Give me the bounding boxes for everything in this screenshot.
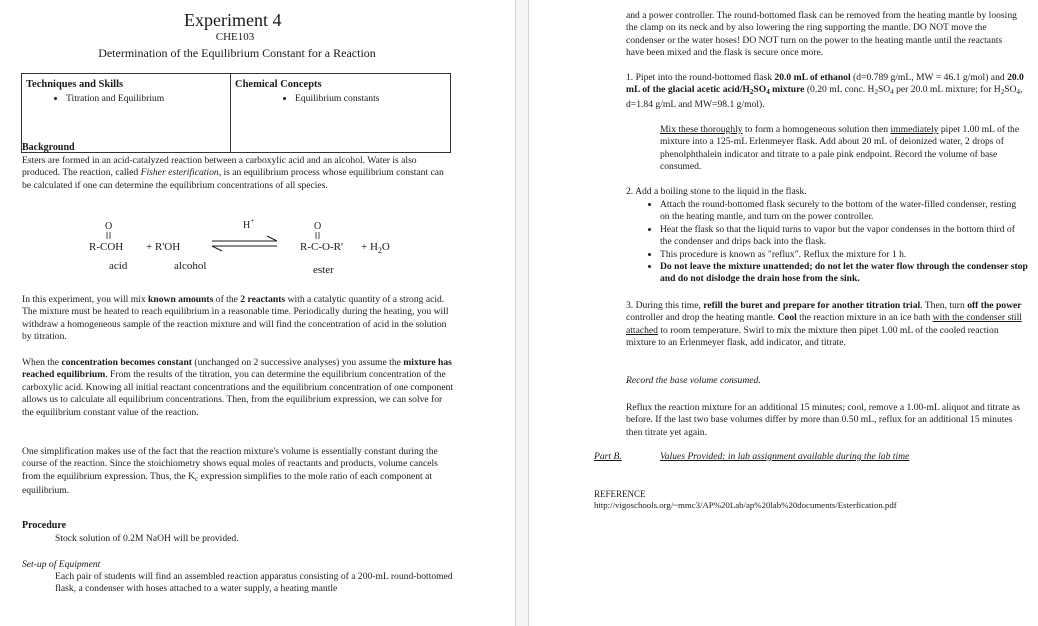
reflux-paragraph: Reflux the reaction mixture for an additional 15 minutes; cool, remove a 1.00-mL aliquot and titrate as before. If the last two base volumes differ by more than 0.50 mL, reflux for an additional 15 minutes then titrate yet again. xyxy=(626,402,1020,438)
page-gutter xyxy=(515,0,529,626)
acid-label: acid xyxy=(109,260,128,272)
apparatus-continuation: and a power controller. The round-bottomed flask can be removed from the heating mantle by loosing the clamp on its neck and by also lowering the ring supporting the mantle. DO NOT move the condenser or the water hoses! DO NOT turn on the power to the heating mantle until the reactants have been mixed and the flask is secure once more. xyxy=(626,10,1017,59)
document-page-left xyxy=(0,0,515,626)
background-heading: Background xyxy=(22,142,75,153)
step-1-paragraph: 1. Pipet into the round-bottomed flask 20.0 mL of ethanol (d=0.789 g/mL, MW = 46.1 g/mol) and 20.0 mL of the glacial acetic acid/$H_2SO_4$ mixture (0.20 mL conc. $H_2SO_4$ per 20.0 mL mixture; for $H_2SO_4$, d=1.84 g/mL and MW=98.1 g/mol). xyxy=(626,72,1024,110)
ester-formula: R-C-O-R' xyxy=(300,241,343,253)
alcohol-formula: + R'OH xyxy=(146,241,181,253)
step-3-paragraph: 3. During this time, refill the buret and prepare for another titration trial. Then, turn off the power controller and drop the heating mantle. Cool the reaction mixture in an ice bath with the condenser still attached to room temperature. Swirl to mix the mixture then pipet 1.00 mL of the cooled reaction mixture to an Erlenmeyer flask, add indicator, and titrate. xyxy=(626,300,1022,349)
step-2-bullet: • Heat the flask so that the liquid turns to vapor but the vapor condenses in the bottom third of the condenser and drips back into the flask. xyxy=(660,224,1028,249)
ester-label: ester xyxy=(313,264,334,276)
reference-link[interactable]: http://vigoschools.org/~mmc3/AP%20Lab/ap%20lab%20documents/Esterfication.pdf xyxy=(594,500,897,510)
chemical-concepts-cell xyxy=(231,74,450,152)
skills-concepts-table xyxy=(21,73,451,153)
step-2-bullet: • Attach the round-bottomed flask securely to the bottom of the water-filled condenser, resting on the heating mantle, and turn on the power controller. xyxy=(660,199,1028,224)
water-formula: + $H_2O$ xyxy=(361,241,390,255)
part-b-text: Values Provided: in lab assignment available during the lab time xyxy=(660,451,910,462)
experiment-title: Experiment 4 xyxy=(184,10,282,30)
record-base-volume: Record the base volume consumed. xyxy=(626,375,761,386)
course-code: CHE103 xyxy=(215,31,255,43)
acid-carbonyl-o: O xyxy=(105,221,113,232)
document-page-right xyxy=(529,0,1038,626)
setup-heading: Set-up of Equipment xyxy=(22,559,101,570)
step-2-warning-bullet: • Do not leave the mixture unattended; do not let the water flow through the condenser stop and do not dislodge the drain hose from the sink. xyxy=(660,261,1028,286)
esterification-equation xyxy=(84,214,414,284)
procedure-heading: Procedure xyxy=(22,520,67,531)
procedure-text: Stock solution of 0.2M NaOH will be provided. xyxy=(55,533,239,544)
techniques-skills-item: • Titration and Equilibrium xyxy=(66,93,226,105)
part-b-label: Part B. xyxy=(594,451,622,462)
setup-text: Each pair of students will find an assembled reaction apparatus consisting of a 200-mL round-bottomed flask, a condenser with hoses attached to a water supply, a heating mantle xyxy=(55,571,453,595)
simplification-paragraph: One simplification makes use of the fact that the reaction mixture's volume is essentially constant during the course of the reaction. Since the stoichiometry shows equal moles of reactants and products, volume cancels from the equilibrium expression. Thus, the $K_c$ expression simplifies to the mole ratio of each component at equilibrium. xyxy=(22,446,438,497)
background-paragraph: Esters are formed in an acid-catalyzed reaction between a carboxylic acid and an alcohol. Water is also produced. The reaction, called Fisher esterification, is an equilibrium process whose equilibrium constant can be calculated if one can determine the equilibrium concentrations of all species. xyxy=(22,155,444,191)
acid-formula: R-COH xyxy=(89,241,124,253)
catalyst-label: H+ xyxy=(243,217,255,231)
step-2-bullet-list xyxy=(642,199,1028,286)
step-2-heading: 2. Add a boiling stone to the liquid in the flask. xyxy=(626,186,807,197)
techniques-skills-cell xyxy=(22,74,231,152)
experiment-subtitle: Determination of the Equilibrium Constant for a Reaction xyxy=(98,46,376,60)
equilibrium-paragraph: When the concentration becomes constant (unchanged on 2 successive analyses) you assume the mixture has reached equilibrium. From the results of the titration, you can determine the equilibrium concentration of the carboxylic acid. Knowing all initial reactant concentrations and the equilibrium concentration of one component allows us to calculate all equilibrium concentrations. Then, from the equilibrium expression, we can solve for the equilibrium constant value of the reaction. xyxy=(22,357,454,418)
reference-heading: REFERENCE xyxy=(594,489,646,499)
alcohol-label: alcohol xyxy=(174,260,207,272)
techniques-skills-header: Techniques and Skills xyxy=(26,79,124,90)
chemical-concepts-header: Chemical Concepts xyxy=(235,79,322,90)
intro-paragraph: In this experiment, you will mix known amounts of the 2 reactants with a catalytic quantity of a strong acid. The mixture must be heated to reach equilibrium in a reasonable time. Periodically during the heating, you will withdraw a homogeneous sample of the reaction mixture and will find the concentration of acid in the solution by titration. xyxy=(22,294,449,343)
step-2-bullet: • This procedure is known as "reflux". Reflux the mixture for 1 h. xyxy=(660,249,1028,261)
mix-titrate-paragraph: Mix these thoroughly to form a homogeneous solution then immediately pipet 1.00 mL of the mixture into a 125-mL Erlenmeyer flask. Add about 20 mL of deionized water, 2 drops of phenolphthalein indicator and titrate to a pale pink endpoint. Record the volume of base consumed. xyxy=(660,124,1020,173)
ester-carbonyl-o: O xyxy=(314,221,322,232)
chemical-concepts-item: • Equilibrium constants xyxy=(295,93,446,105)
